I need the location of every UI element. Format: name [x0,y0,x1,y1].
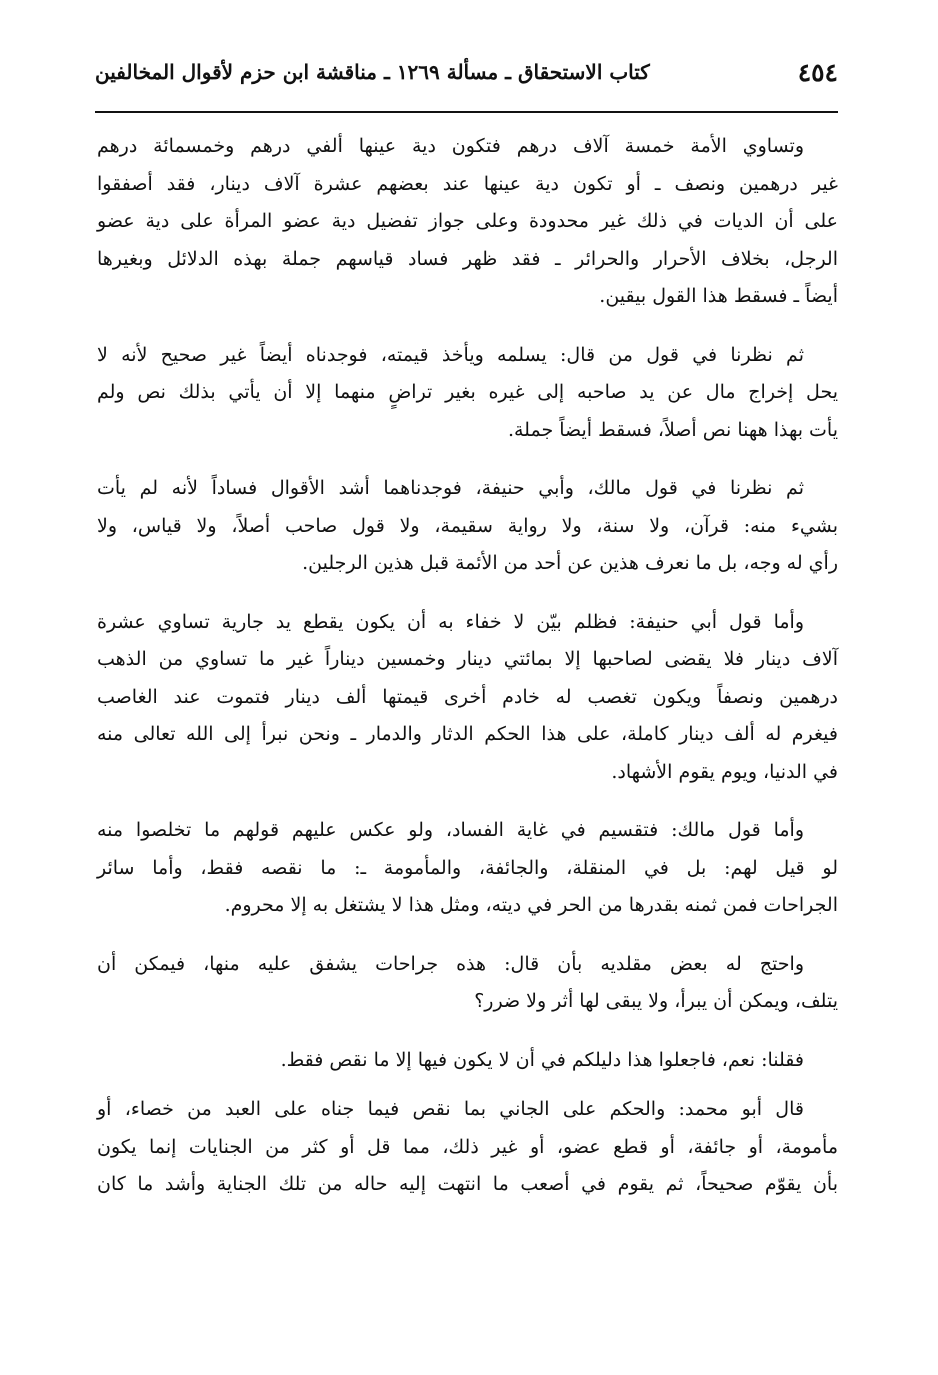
paragraph-7 [97,1042,838,1080]
header-rule [95,111,838,113]
text-line: قال أبو محمد: والحكم على الجاني بما نقص فيما جناه على العبد من خصاء، أو [97,1098,804,1120]
page-number: ٤٥٤ [797,57,838,87]
text-line: وتساوي الأمة خمسة آلاف درهم فتكون دية عينها ألفي درهم وخمسمائة درهم [97,135,804,157]
paragraph-4 [97,604,838,792]
text-line: مأمومة، أو جائفة، أو قطع عضو، أو غير ذلك، مما قل أو كثر من الجنايات إنما يكون [97,1135,838,1158]
text-line: وأما قول أبي حنيفة: فظلم بيّن لا خفاء به أن يكون يقطع يد جارية تساوي عشرة [97,610,804,633]
text-line: يتلف، ويمكن أن يبرأ، ولا يبقى لها أثر ولا ضرر؟ [474,990,838,1012]
paragraph-2 [97,337,838,450]
text-line: درهمين ونصفاً ويكون تغصب له خادم أخرى قيمتها ألف دينار فتموت عند الغاصب [97,685,838,708]
text-line: واحتج له بعض مقلديه بأن قال: هذه جراحات يشفق عليه منها، فيمكن أن [97,952,804,975]
running-header [95,52,838,92]
text-line: فقلنا: نعم، فاجعلوا هذا دليلكم في أن لا يكون فيها إلا ما نقص فقط. [280,1048,804,1071]
text-line: بأن يقوّم صحيحاً، ثم يقوم في أصعب ما انتهت إليه حاله من تلك الجناية وأشد ما كان [97,1173,838,1195]
running-title: كتاب الاستحقاق ـ مسألة ١٢٦٩ ـ مناقشة ابن حزم لأقوال المخالفين [95,60,650,84]
text-line: غير درهمين ونصف ـ أو تكون دية عينها عند بعضهم عشرة آلاف دينار، فقد أصفقوا [97,172,838,195]
text-line: في الدنيا، ويوم يقوم الأشهاد. [611,760,838,783]
text-line: آلاف دينار فلا يقضى لصاحبها إلا بمائتي دينار وخمسين ديناراً غير ما تساوي من الذهب [97,648,838,670]
text-line: لو قيل لهم: بل في المنقلة، والجائفة، والمأمومة ـ: ما نقصه فقط، وأما سائر [97,856,838,879]
text-line: ثم نظرنا في قول مالك، وأبي حنيفة، فوجدناهما أشد الأقوال فساداً لأنه لم يأت [97,477,804,499]
text-line: الجراحات فمن ثمنه بقدرها من الحر في ديته، ومثل هذا لا يشتغل به إلا محروم. [224,894,838,916]
text-line: رأي له وجه، بل ما نعرف هذين عن أحد من الأئمة قبل هذين الرجلين. [302,552,838,574]
body-text [97,128,838,1225]
text-line: يحل إخراج مال عن يد صاحبه إلى غيره بغير تراضٍ منهما إلا أن يأتي بذلك نص ولم [97,381,838,403]
paragraph-3 [97,470,838,583]
text-line: الرجل، بخلاف الأحرار والحرائر ـ فقد ظهر فساد قياسهم جملة بهذه الدلائل وبغيرها [97,247,838,270]
text-line: أيضاً ـ فسقط هذا القول بيقين. [599,285,838,307]
paragraph-8 [97,1091,838,1204]
text-line: بشيء منه: قرآن، ولا سنة، ولا رواية سقيمة، ولا قول صاحب أصلاً، ولا قياس، ولا [97,514,838,537]
text-line: فيغرم له ألف دينار كاملة، على هذا الحكم الدثار والدمار ـ ونحن نبرأ إلى الله تعالى منه [97,723,838,745]
text-line: يأت بهذا ههنا نص أصلاً، فسقط أيضاً جملة. [507,418,838,441]
paragraph-1 [97,128,838,316]
text-line: على أن الديات في ذلك غير محدودة وعلى جواز تفضيل دية عضو المرأة على دية عضو [97,210,838,232]
text-line: وأما قول مالك: فتقسيم في غاية الفساد، ولو عكس عليهم قولهم ما تخلصوا منه [97,819,804,841]
paragraph-6 [97,946,838,1021]
text-line: ثم نظرنا في قول من قال: يسلمه ويأخذ قيمته، فوجدناه أيضاً غير صحيح لأنه لا [97,343,804,366]
paragraph-5 [97,812,838,925]
